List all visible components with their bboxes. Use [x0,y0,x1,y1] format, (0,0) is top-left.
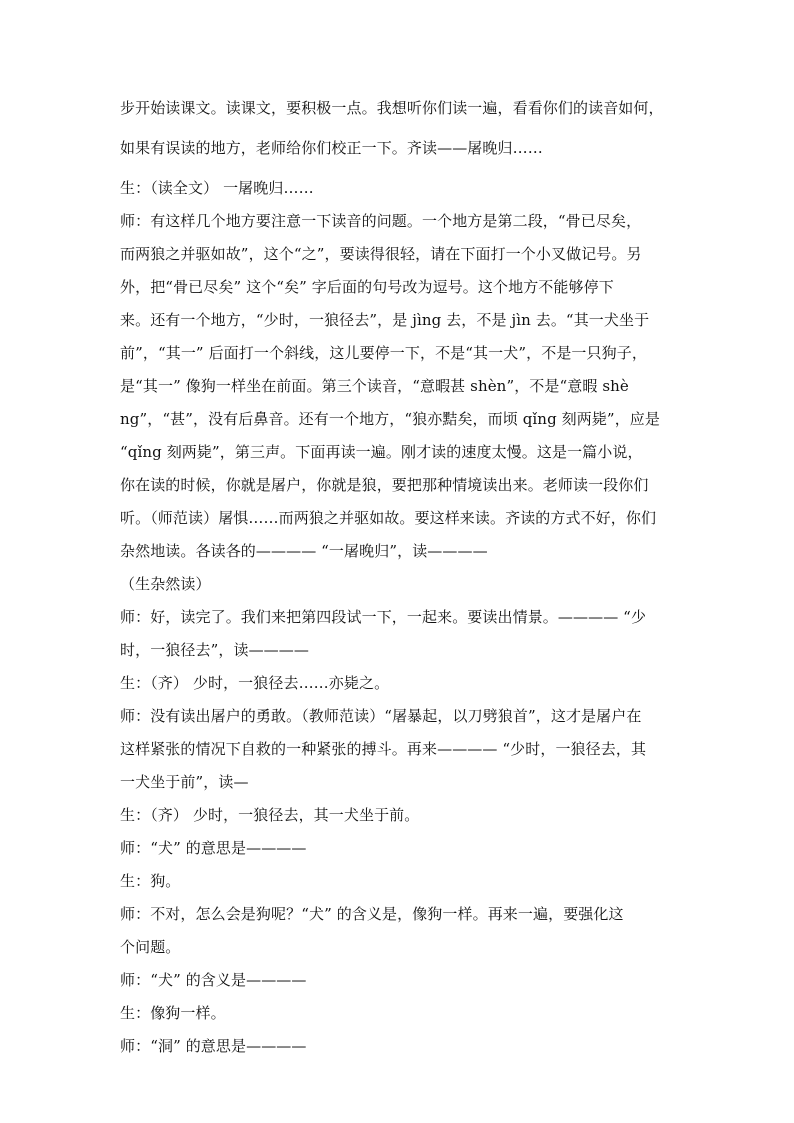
text-line: 你在读的时候，你就是屠户，你就是狼，要把那种情境读出来。老师读一段你们 [120,476,649,494]
document-body [120,93,680,1064]
text-line: 师：“犬” 的意思是———— [120,839,307,857]
text-line: 外，把“骨已尽矣” 这个“矣” 字后面的句号改为逗号。这个地方不能够停下 [120,278,614,296]
text-line: 一犬坐于前”，读— [120,773,249,791]
text-line: 师：有这样几个地方要注意一下读音的问题。一个地方是第二段，“骨已尽矣， [120,212,642,230]
text-line: 步开始读课文。读课文，要积极一点。我想听你们读一遍，看看你们的读音如何， [120,99,664,117]
text-line: 生：（读全文） 一屠晚归…… [120,179,314,197]
text-line: 师：“洞” 的意思是———— [120,1037,307,1055]
text-line: 师：“犬” 的含义是———— [120,971,307,989]
text-line: 是“其一” 像狗一样坐在前面。第三个读音，“意暇甚 shèn”，不是“意暇 shè [120,377,629,395]
text-line: ng”，“甚”，没有后鼻音。还有一个地方，“狼亦黠矣，而顷 qǐng 刻两毙”，应是 [120,410,661,428]
text-line: 生：狗。 [120,872,181,890]
text-line: 杂然地读。各读各的———— “一屠晚归”，读———— [120,542,488,560]
text-line: （生杂然读） [120,575,211,593]
text-line: 而两狼之并驱如故”，这个“之”，要读得很轻，请在下面打一个小叉做记号。另 [120,245,642,263]
text-line: 前”，“其一” 后面打一个斜线，这儿要停一下，不是“其一犬”，不是一只狗子， [120,344,647,362]
text-line: 来。还有一个地方，“少时，一狼径去”，是 jìng 去，不是 jìn 去。“其一犬坐于 [120,311,650,329]
text-line: 生：（齐） 少时，一狼径去……亦毙之。 [120,674,390,692]
text-line: 生：像狗一样。 [120,1004,226,1022]
text-line: 师：没有读出屠户的勇敢。（教师范读）“屠暴起，以刀劈狼首”，这才是屠户在 [120,707,642,725]
text-line: “qǐng 刻两毙”，第三声。下面再读一遍。刚才读的速度太慢。这是一篇小说， [120,443,643,461]
text-line: 个问题。 [120,938,181,956]
text-line: 师：不对，怎么会是狗呢？“犬” 的含义是，像狗一样。再来一遍，要强化这 [120,905,624,923]
text-line: 时，一狼径去”，读———— [120,641,309,659]
text-line: 听。（师范读）屠惧……而两狼之并驱如故。要这样来读。齐读的方式不好，你们 [120,509,657,527]
text-line: 如果有误读的地方，老师给你们校正一下。齐读——屠晚归…… [120,139,543,157]
text-line: 师：好，读完了。我们来把第四段试一下，一起来。要读出情景。———— “少 [120,608,647,626]
text-line: 这样紧张的情况下自救的一种紧张的搏斗。再来———— “少时，一狼径去，其 [120,740,647,758]
text-line: 生：（齐） 少时，一狼径去，其一犬坐于前。 [120,806,420,824]
